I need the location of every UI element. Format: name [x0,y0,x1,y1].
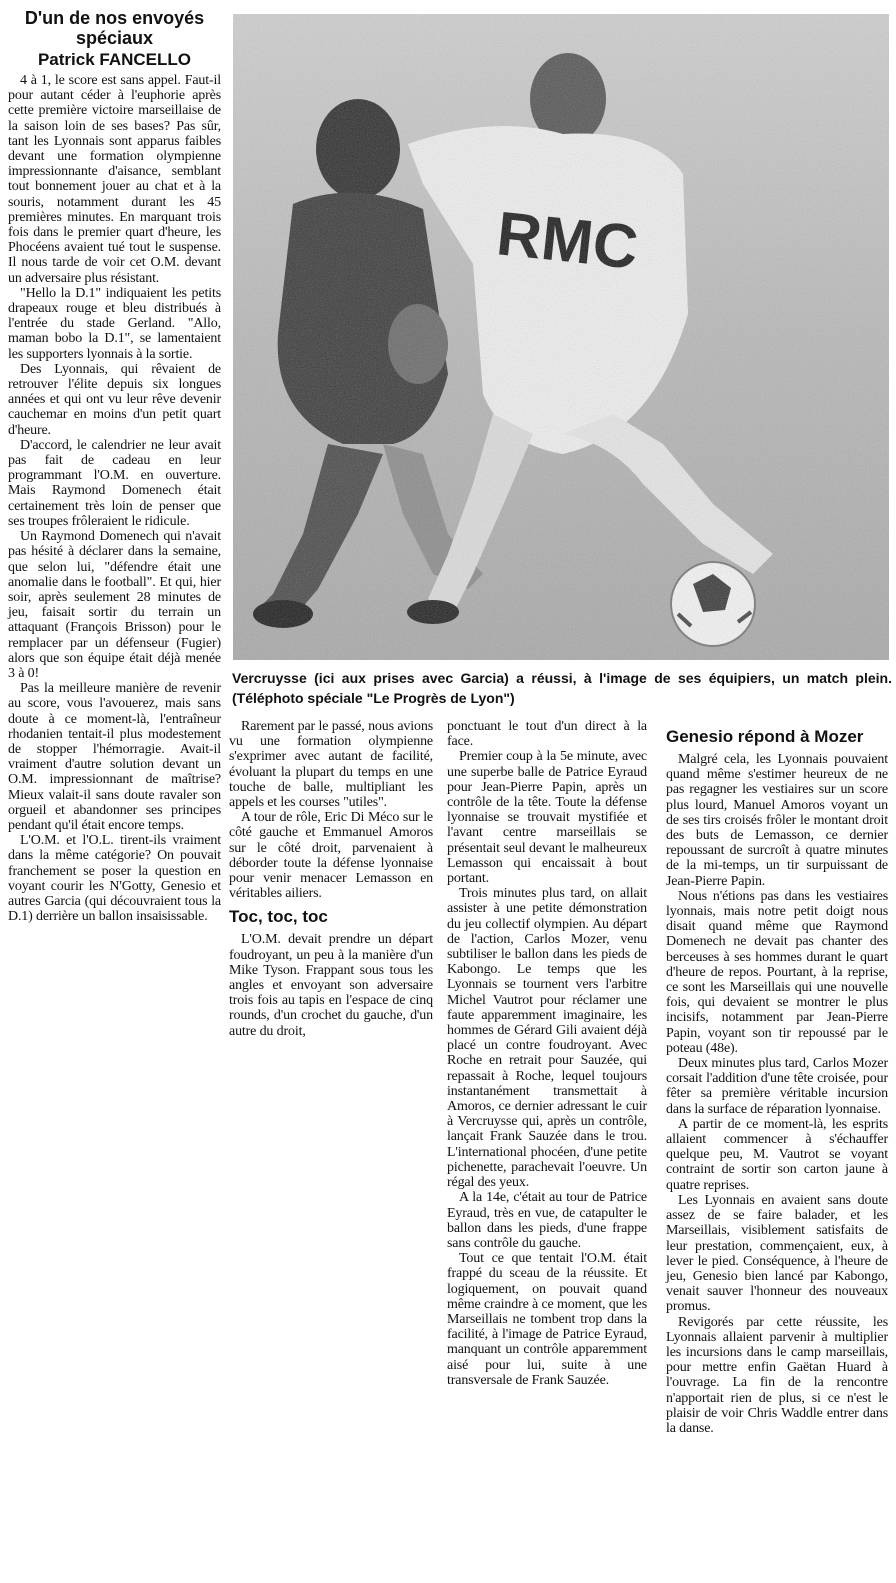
paragraph: L'O.M. devait prendre un départ foudroyant, un peu à la manière d'un Mike Tyson. Frappant sous tous les angles et envoyant son adversaire trois fois au tapis en l'espace de cinq rounds, d'un crochet du gauche, d'un autre du droit, [229,932,433,1039]
column-2 [229,719,433,1039]
paragraph: D'accord, le calendrier ne leur avait pas fait de cadeau en leur programmant l'O.M. en ouverture. Mais Raymond Domenech était certainement très loin de penser que ses troupes frôleraient le ridicule. [8,437,221,529]
paragraph: Premier coup à la 5e minute, avec une superbe balle de Patrice Eyraud pour Jean-Pierre Papin, après un contrôle de la tête. Toute la défense lyonnaise se trouvait mystifiée et l'avant centre marseillais se présentait seul devant le malheureux Lemasson qui encaissait à bout portant. [447,749,647,887]
match-photo [233,14,889,660]
paragraph: Pas la meilleure manière de revenir au score, vous l'avouerez, mais sans doute à ce moment-là, l'entraîneur rhodanien tentait-il plus modestement de stopper l'hémorragie. Avait-il vraiment d'autre solution devant un O.M. impressionnant de maîtrise? Mieux valait-il sans doute ravaler son orgueil et abandonner ses principes pendant qu'il était encore temps. [8,681,221,833]
column-3 [447,719,647,1388]
paragraph: A la 14e, c'était au tour de Patrice Eyraud, très en vue, de catapulter le ballon dans les pieds, d'une frappe sans contrôle du gauche. [447,1190,647,1251]
article-author: Patrick FANCELLO [37,50,192,69]
column-4 [666,728,888,1436]
paragraph: Deux minutes plus tard, Carlos Mozer corsait l'addition d'une tête croisée, pour fêter sa première véritable incursion dans la surface de réparation lyonnaise. [666,1056,888,1117]
paragraph: Nous n'étions pas dans les vestiaires lyonnais, mais notre petit doigt nous disait quand même que Raymond Domenech ne devait pas chanter des berceuses à ses hommes durant le quart d'heure de repos. Pourtant, à la reprise, ce sont les Marseillais qui une nouvelle fois, qui devaient se montrer le plus incisifs, notamment par Jean-Pierre Papin, voyant son tir repoussé par le poteau (48e). [666,888,888,1056]
paragraph: A partir de ce moment-là, les esprits allaient commencer à s'échauffer quelque peu, M. Vautrot se voyant contraint de sortir son carton jaune à quatre reprises. [666,1116,888,1193]
paragraph: Malgré cela, les Lyonnais pouvaient quand même s'estimer heureux de ne pas regagner les vestiaires sur un score plus lourd, Manuel Amoros voyant un de ses tirs croisés frôler le montant droit des buts de Lemasson, ce dernier repoussant de surcroît à quatre minutes de la mi-temps, un tir surpuissant de Jean-Pierre Papin. [666,752,888,889]
photo-caption: Vercruysse (ici aux prises avec Garcia) a réussi, à l'image de ses équipiers, un match plein. (Téléphoto spéciale "Le Progrès de Lyon") [232,670,892,706]
section-heading-toc: Toc, toc, toc [229,907,328,927]
column-1 [8,8,221,924]
paragraph: Des Lyonnais, qui rêvaient de retrouver l'élite depuis six longues années et qui ont vu leur rêve devenir cauchemar en moins d'un petit quart d'heure. [8,361,221,438]
football-players-photo [233,14,889,660]
paragraph: ponctuant le tout d'un direct à la face. [447,719,647,750]
paragraph: "Hello la D.1" indiquaient les petits drapeaux rouge et bleu distribués à l'entrée du stade Gerland. "Allo, maman bobo la D.1", se lamentaient les supporters lyonnais à la sortie. [8,285,221,362]
paragraph: L'O.M. et l'O.L. tirent-ils vraiment dans la même catégorie? On pouvait franchement se poser la question en voyant courir les N'Gotty, Genesio et autres Garcia (qui découvraient tous la D.1) derrière un ballon insaisissable. [8,833,221,925]
paragraph: Trois minutes plus tard, on allait assister à une petite démonstration du jeu collectif olympien. Au départ de l'action, Carlos Mozer, venu subtiliser le ballon dans les pieds de Kabongo. Le temps que les Lyonnais se tournent vers l'arbitre Michel Vautrot pour réclamer une faute apparemment imaginaire, les hommes de Gérard Gili avaient déjà placé un contre foudroyant. Avec Roche en retrait pour Sauzée, qui repassait à Roche, lequel toujours instantanément transmettait à Amoros, ce dernier adressant le cuir à Vercruysse qui, après un contrôle, lançait Frank Sauzée dans le trou. L'international phocéen, d'une petite pichenette, parachevait l'oeuvre. Un régal des yeux. [447,886,647,1191]
paragraph: A tour de rôle, Eric Di Méco sur le côté gauche et Emmanuel Amoros sur le côté droit, parvenaient à déborder toute la défense lyonnaise pour venir menacer Lemasson en véritables ailiers. [229,810,433,902]
paragraph: Revigorés par cette réussite, les Lyonnais allaient parvenir à multiplier les incursions dans le camp marseillais, pour mettre enfin Gaëtan Huard à l'ouvrage. La fin de la rencontre n'apportait rien de plus, si ce n'est le plaisir de voir Chris Waddle entrer dans la danse. [666,1314,888,1436]
article-headline: D'un de nos envoyés spéciaux [24,8,205,48]
paragraph: Un Raymond Domenech qui n'avait pas hésité à déclarer dans la semaine, que selon lui, "défendre était une anomalie dans le football". Et qui, hier soir, après seulement 28 minutes de jeu, faisait sortir du terrain un attaquant (François Brisson) pour le remplacer par un défenseur (Fugier) alors que son équipe était déjà menée 3 à 0! [8,529,221,681]
paragraph: Tout ce que tentait l'O.M. était frappé du sceau de la réussite. Et logiquement, on pouvait quand même craindre à ce moment, que les Marseillais ne tombent trop dans la facilité, à l'image de Patrice Eyraud, manquant un contrôle apparemment aisé pour lui, suite à une transversale de Frank Sauzée. [447,1251,647,1388]
section-heading-genesio: Genesio répond à Mozer [666,727,864,746]
paragraph: Les Lyonnais en avaient sans doute assez de se faire balader, et les Marseillais, visiblement satisfaits de leur prestation, commençaient, eux, à lever le pied. Conséquence, à l'heure de jeu, Genesio bien lancé par Kabongo, venait sauver l'honneur des nouveaux promus. [666,1192,888,1315]
paragraph: 4 à 1, le score est sans appel. Faut-il pour autant céder à l'euphorie après cette première victoire marseillaise de la saison loin de ses bases? Pas sûr, tant les Lyonnais sont apparus faibles devant une formation olympienne impressionnante d'aisance, semblant tout bonnement jouer au chat et à la souris, notamment durant les 45 premières minutes. En marquant trois fois dans le premier quart d'heure, les Phocéens avaient tué tout le suspense. Il nous tarde de voir cet O.M. devant un adversaire plus résistant. [8,73,221,286]
paragraph: Rarement par le passé, nous avions vu une formation olympienne s'exprimer avec autant de facilité, évoluant la plupart du temps en une touche de balle, multipliant les appels et les courses "utiles". [229,719,433,811]
